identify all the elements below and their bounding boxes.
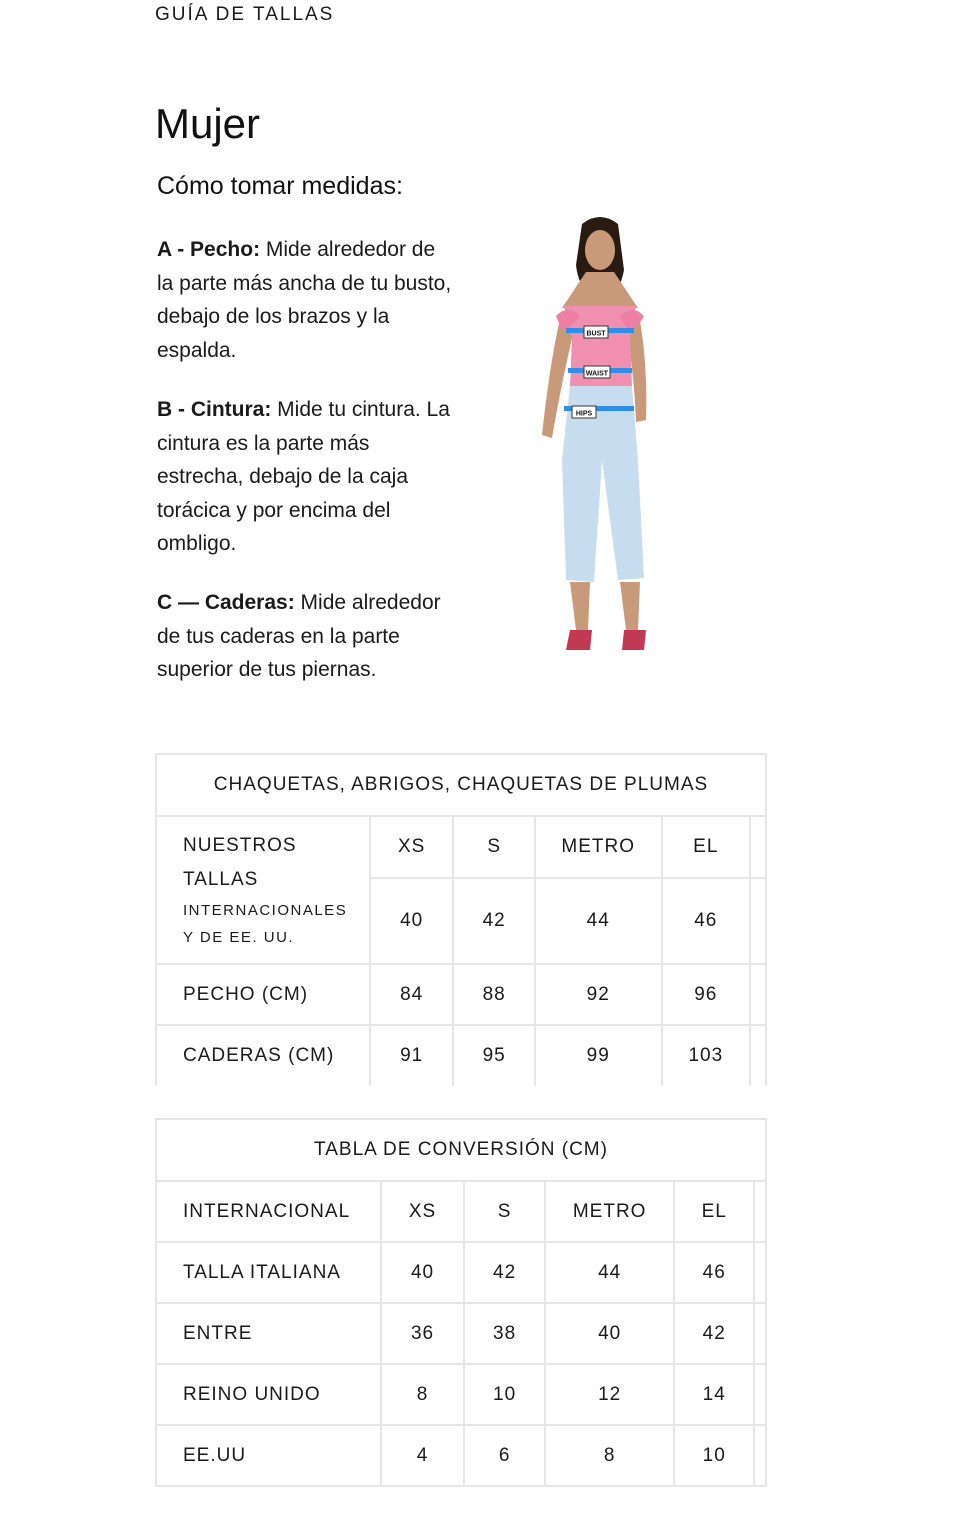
measure-waist-text: Mide tu cintura. La cintura es la parte más estrecha, debajo de la caja torácica y por encima del ombligo. [157, 398, 450, 555]
bust-label: BUST [586, 330, 606, 338]
table-cell: 99 [535, 1025, 662, 1086]
size-header: XS [370, 816, 454, 878]
table-cell: 8 [381, 1364, 465, 1425]
cut-cell [754, 1181, 766, 1242]
measure-waist [157, 393, 457, 561]
howto-title: Cómo tomar medidas: [157, 172, 403, 200]
size-header: XS [381, 1181, 465, 1242]
intl-size: 44 [535, 878, 662, 964]
table-cell: 46 [674, 1242, 754, 1303]
intl-size: 42 [453, 878, 535, 964]
table-cell: 36 [381, 1303, 465, 1364]
size-header: EL [662, 816, 751, 878]
intl-header-label: INTERNACIONAL [156, 1181, 381, 1242]
table-cell: 44 [545, 1242, 675, 1303]
table-cell: 42 [464, 1242, 545, 1303]
measure-chest [157, 233, 457, 367]
table-cell: 95 [453, 1025, 535, 1086]
size-header: METRO [535, 816, 662, 878]
section-title: Mujer [155, 100, 261, 147]
intl-us-label: INTERNACIONALES Y DE EE. UU. [183, 902, 348, 946]
table-cell: 38 [464, 1303, 545, 1364]
cut-cell [750, 964, 766, 1025]
row-label: CADERAS (CM) [156, 1025, 370, 1086]
cut-cell [754, 1242, 766, 1303]
table-cell: 91 [370, 1025, 454, 1086]
table-cell: 14 [674, 1364, 754, 1425]
table-cell: 4 [381, 1425, 465, 1486]
model-face [585, 230, 615, 270]
measure-hips-label: C — Caderas: [157, 591, 295, 614]
size-header: S [464, 1181, 545, 1242]
measure-waist-label: B - Cintura: [157, 398, 272, 421]
table-cell: 40 [381, 1242, 465, 1303]
table-row [156, 1425, 766, 1486]
model-legs [570, 582, 640, 630]
row-label: ENTRE [156, 1303, 381, 1364]
table-cell: 84 [370, 964, 454, 1025]
cut-cell [750, 816, 766, 878]
model-shoulders [562, 272, 638, 308]
waist-label: WAIST [585, 370, 609, 378]
guide-title: GUÍA DE TALLAS [155, 4, 335, 25]
jackets-caption: CHAQUETAS, ABRIGOS, CHAQUETAS DE PLUMAS [156, 754, 766, 816]
table-row [156, 1242, 766, 1303]
size-header: METRO [545, 1181, 675, 1242]
intl-size: 40 [370, 878, 454, 964]
model-shoes [566, 630, 646, 650]
intl-size: 46 [662, 878, 751, 964]
size-header: EL [674, 1181, 754, 1242]
cut-cell [754, 1425, 766, 1486]
table-row [156, 964, 766, 1025]
table-cell: 12 [545, 1364, 675, 1425]
measure-hips-text: Mide alrededor de tus caderas en la parte superior de tus piernas. [157, 591, 441, 681]
table-cell: 88 [453, 964, 535, 1025]
table-cell: 10 [464, 1364, 545, 1425]
conversion-table [155, 1118, 767, 1487]
hips-label: HIPS [575, 410, 593, 418]
jackets-size-table [155, 753, 767, 1086]
table-cell: 8 [545, 1425, 675, 1486]
row-label: TALLA ITALIANA [156, 1242, 381, 1303]
conversion-caption: TABLA DE CONVERSIÓN (CM) [156, 1119, 766, 1181]
table-cell: 92 [535, 964, 662, 1025]
table-cell: 42 [674, 1303, 754, 1364]
table-cell: 103 [662, 1025, 751, 1086]
model-figure [520, 210, 680, 670]
cut-cell [750, 1025, 766, 1086]
cut-cell [754, 1303, 766, 1364]
measure-chest-label: A - Pecho: [157, 238, 261, 261]
table-cell: 40 [545, 1303, 675, 1364]
row-label: EE.UU [156, 1425, 381, 1486]
cut-cell [754, 1364, 766, 1425]
row-label: PECHO (CM) [156, 964, 370, 1025]
measure-chest-text: Mide alrededor de la parte más ancha de tu busto, debajo de los brazos y la espalda. [157, 238, 452, 362]
our-sizes-title: NUESTROS TALLAS [183, 835, 297, 890]
table-row [156, 1025, 766, 1086]
table-cell: 96 [662, 964, 751, 1025]
our-sizes-label [156, 816, 370, 964]
table-row [156, 1364, 766, 1425]
table-cell: 6 [464, 1425, 545, 1486]
row-label: REINO UNIDO [156, 1364, 381, 1425]
size-header: S [453, 816, 535, 878]
measure-hips [157, 586, 457, 687]
table-cell: 10 [674, 1425, 754, 1486]
table-row [156, 1303, 766, 1364]
cut-cell [750, 878, 766, 964]
